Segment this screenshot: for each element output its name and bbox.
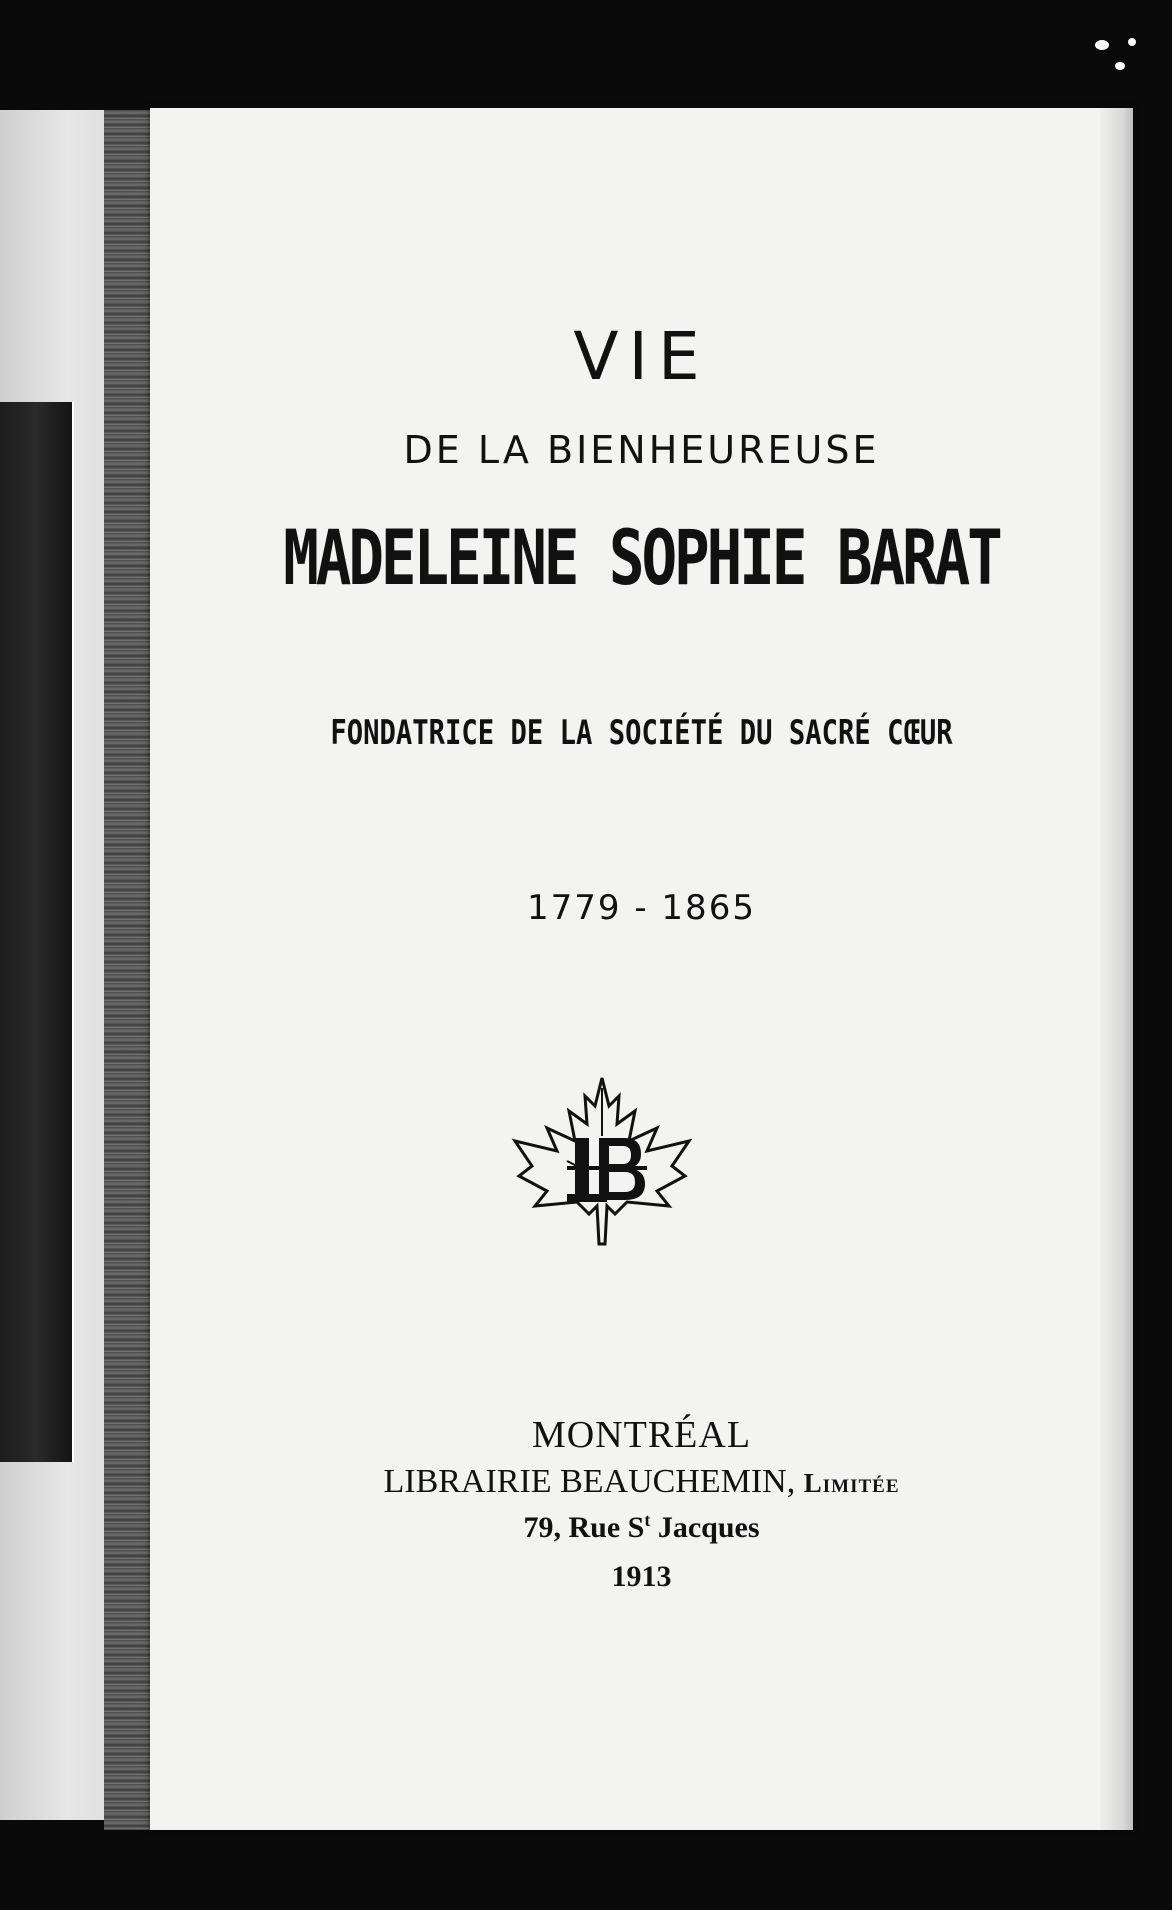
address-street-name: Jacques (657, 1511, 760, 1544)
address-number-street: 79, Rue S (523, 1511, 645, 1544)
maple-leaf-lb-monogram-icon (507, 1066, 697, 1266)
scan-speck (1095, 40, 1109, 50)
publisher-suffix: Limitée (803, 1468, 900, 1498)
imprint-year: 1913 (611, 1560, 672, 1593)
address-superscript: t (644, 1510, 651, 1530)
imprint-city: MONTRÉAL (531, 1414, 752, 1456)
life-dates: 1779 - 1865 (527, 888, 756, 928)
imprint-publisher (150, 1463, 1133, 1501)
scan-speck (1128, 38, 1136, 46)
facing-page-photo (0, 402, 74, 1462)
book-spine (104, 110, 152, 1830)
lb-monogram (567, 1138, 647, 1202)
publisher-name: LIBRAIRIE BEAUCHEMIN, (383, 1463, 796, 1500)
title-name: MADELEINE SOPHIE BARAT (283, 513, 1000, 602)
subtitle: FONDATRICE DE LA SOCIÉTÉ DU SACRÉ CŒUR (330, 713, 953, 753)
title-line-de-la-bienheureuse: DE LA BIENHEUREUSE (403, 428, 880, 472)
imprint-address (150, 1510, 1133, 1545)
title-page-text (150, 108, 1133, 1830)
title-line-vie: VIE (573, 318, 710, 395)
scan-speck (1115, 62, 1125, 70)
